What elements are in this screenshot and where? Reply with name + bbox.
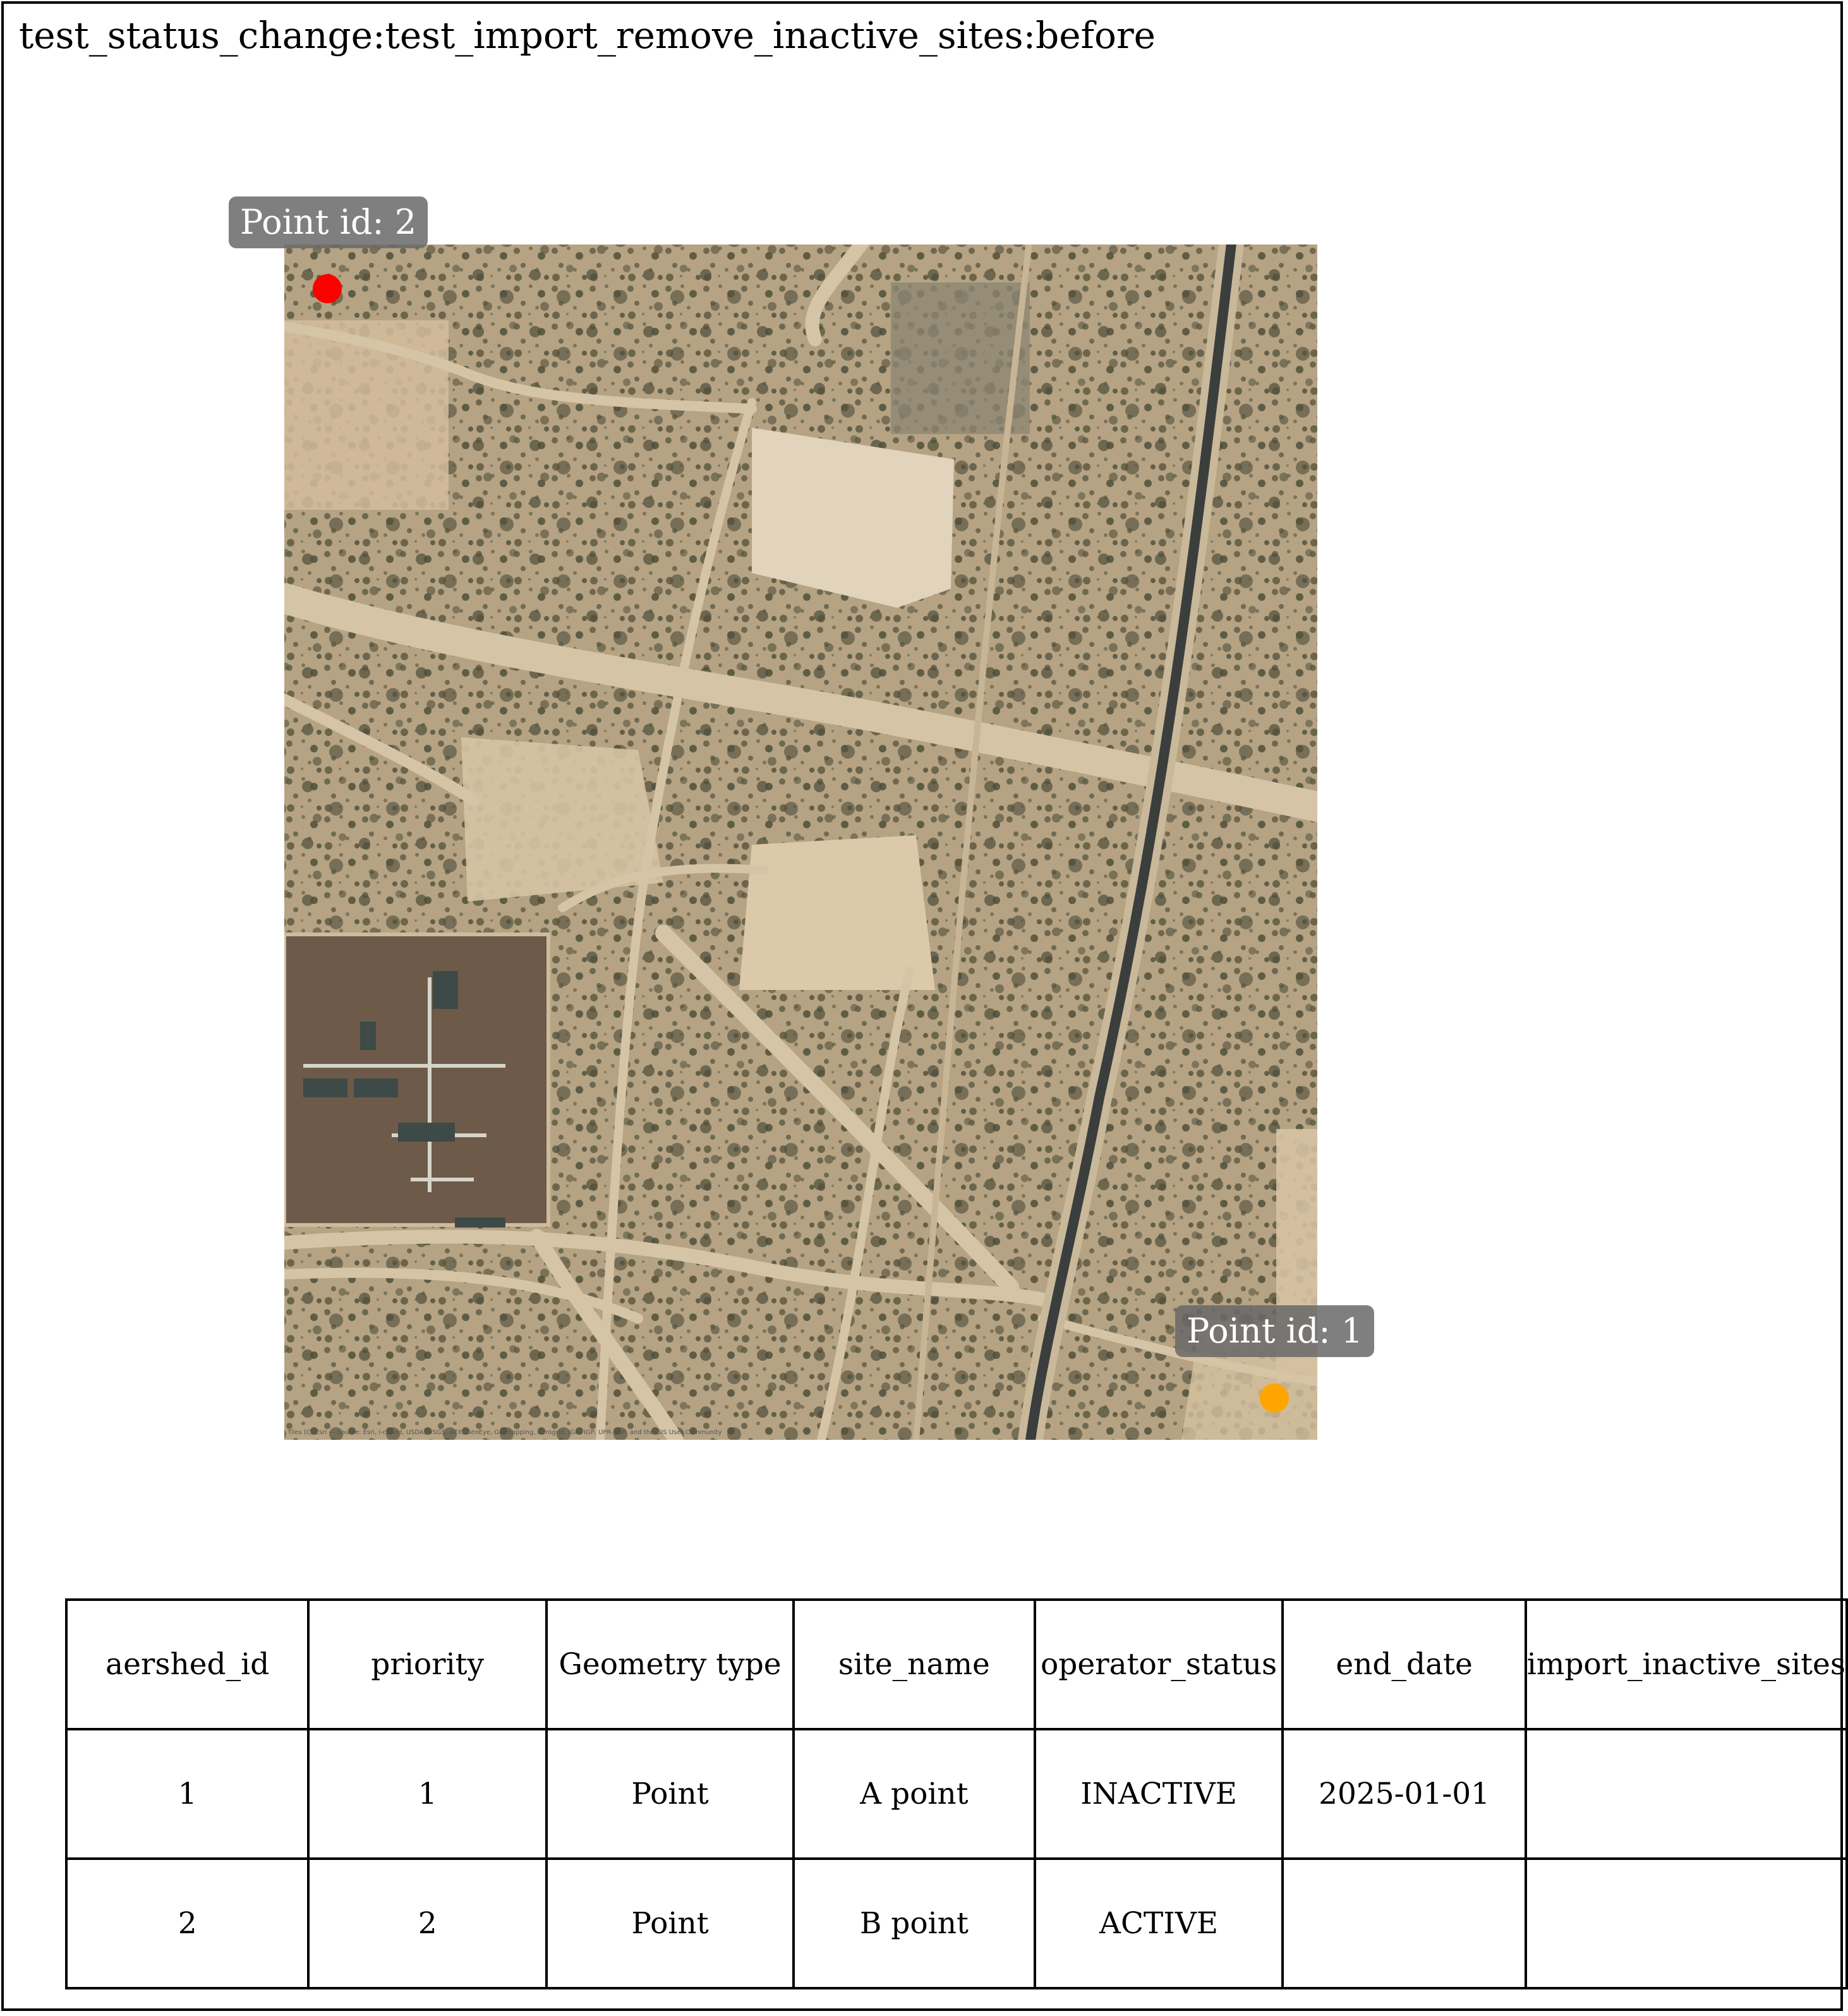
header-geometry-type: Geometry type (547, 1600, 794, 1729)
header-aershed-id: aershed_id (66, 1600, 308, 1729)
point-marker-1[interactable] (1260, 1384, 1289, 1413)
table-cell (1526, 1729, 1847, 1859)
table-cell (1283, 1859, 1525, 1988)
table-cell: 1 (66, 1729, 308, 1859)
table-cell: A point (794, 1729, 1035, 1859)
header-site-name: site_name (794, 1600, 1035, 1729)
attribute-table (65, 1598, 1848, 1989)
map-attribution: Tiles (C) Esri — Source: Esri, i-cubed, USDA, USGS, AEX, GeoEye, Getmapping, Aerogrid, IGN, IGP, UPR-EGP, and the GIS User Community (287, 1429, 722, 1436)
table-cell: 2025-01-01 (1283, 1729, 1525, 1859)
table-cell: 1 (308, 1729, 547, 1859)
table-cell: ACTIVE (1035, 1859, 1283, 1988)
header-end-date: end_date (1283, 1600, 1525, 1729)
header-priority: priority (308, 1600, 547, 1729)
header-import-inactive-sites: import_inactive_sites (1526, 1600, 1847, 1729)
point-callout-2: Point id: 2 (229, 196, 428, 248)
table-cell: Point (547, 1859, 794, 1988)
satellite-map[interactable] (284, 244, 1317, 1440)
table-cell: B point (794, 1859, 1035, 1988)
table-cell: 2 (66, 1859, 308, 1988)
table-cell: Point (547, 1729, 794, 1859)
table-row (66, 1729, 1847, 1859)
table-row (66, 1859, 1847, 1988)
table-header-row (66, 1600, 1847, 1729)
point-marker-2[interactable] (313, 274, 342, 303)
page-title: test_status_change:test_import_remove_inactive_sites:before (19, 14, 1156, 57)
header-operator-status: operator_status (1035, 1600, 1283, 1729)
table-cell (1526, 1859, 1847, 1988)
point-callout-1: Point id: 1 (1175, 1305, 1374, 1357)
table-cell: 2 (308, 1859, 547, 1988)
table-cell: INACTIVE (1035, 1729, 1283, 1859)
satellite-imagery (284, 244, 1317, 1440)
